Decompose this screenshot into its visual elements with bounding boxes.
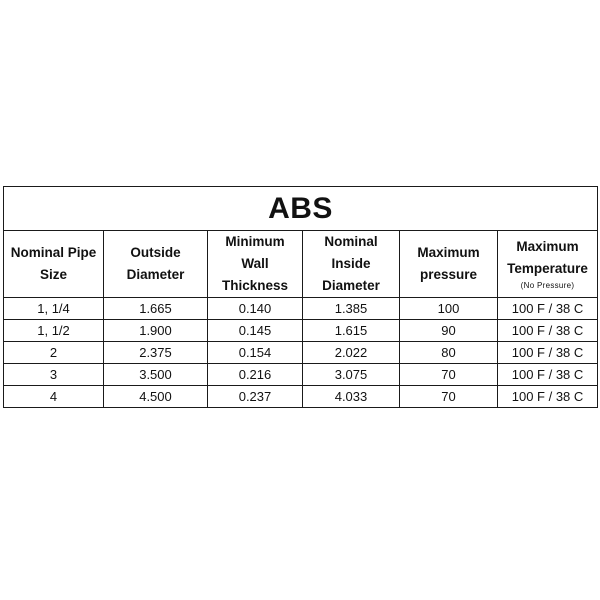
column-header-6 — [498, 231, 598, 298]
column-header-3 — [208, 231, 303, 298]
table-cell: 0.154 — [208, 342, 303, 364]
column-header-line: Maximum — [516, 239, 579, 254]
column-header-note: (No Pressure) — [520, 281, 575, 290]
column-header-line: Thickness — [221, 278, 289, 293]
table-row — [4, 342, 598, 364]
column-header-line: Inside — [331, 256, 371, 271]
table-cell: 4 — [4, 386, 104, 408]
table-row — [4, 364, 598, 386]
table-cell: 1.615 — [303, 320, 400, 342]
column-header-4 — [303, 231, 400, 298]
table-cell: 3 — [4, 364, 104, 386]
table-cell: 1, 1/4 — [4, 298, 104, 320]
table-cell: 90 — [400, 320, 498, 342]
column-header-1 — [4, 231, 104, 298]
column-header-line: Nominal Pipe — [10, 245, 97, 260]
table-cell: 100 F / 38 C — [498, 386, 598, 408]
column-header-line: Wall — [241, 256, 269, 271]
table-body — [4, 298, 598, 408]
table-cell: 0.140 — [208, 298, 303, 320]
column-header-line: Diameter — [322, 278, 380, 293]
column-header-line: pressure — [419, 267, 478, 282]
column-header-line: Temperature — [507, 261, 588, 276]
table-cell: 100 F / 38 C — [498, 298, 598, 320]
table-cell: 2 — [4, 342, 104, 364]
column-header-line: Maximum — [417, 245, 480, 260]
column-header-line: Size — [39, 267, 67, 282]
table-cell: 100 F / 38 C — [498, 364, 598, 386]
table-cell: 4.033 — [303, 386, 400, 408]
table-cell: 3.075 — [303, 364, 400, 386]
table-row — [4, 386, 598, 408]
table-cell: 1.665 — [104, 298, 208, 320]
column-header-line: Nominal — [324, 234, 378, 249]
table-cell: 0.145 — [208, 320, 303, 342]
table-row — [4, 320, 598, 342]
table-cell: 1, 1/2 — [4, 320, 104, 342]
column-header-2 — [104, 231, 208, 298]
header-row — [4, 231, 598, 298]
abs-pipe-table — [3, 186, 598, 408]
column-header-5 — [400, 231, 498, 298]
column-header-line: Minimum — [225, 234, 285, 249]
table-cell: 3.500 — [104, 364, 208, 386]
table-title: ABS — [4, 187, 598, 231]
title-row — [4, 187, 598, 231]
table-cell: 2.022 — [303, 342, 400, 364]
table-cell: 100 — [400, 298, 498, 320]
table-cell: 70 — [400, 386, 498, 408]
abs-pipe-spec-sheet — [3, 186, 597, 408]
table-cell: 2.375 — [104, 342, 208, 364]
table-cell: 70 — [400, 364, 498, 386]
table-cell: 0.237 — [208, 386, 303, 408]
table-cell: 100 F / 38 C — [498, 320, 598, 342]
column-header-line: Diameter — [126, 267, 185, 282]
column-header-line: Outside — [130, 245, 181, 260]
table-cell: 80 — [400, 342, 498, 364]
table-cell: 0.216 — [208, 364, 303, 386]
table-row — [4, 298, 598, 320]
table-cell: 1.385 — [303, 298, 400, 320]
table-cell: 4.500 — [104, 386, 208, 408]
table-cell: 1.900 — [104, 320, 208, 342]
table-cell: 100 F / 38 C — [498, 342, 598, 364]
